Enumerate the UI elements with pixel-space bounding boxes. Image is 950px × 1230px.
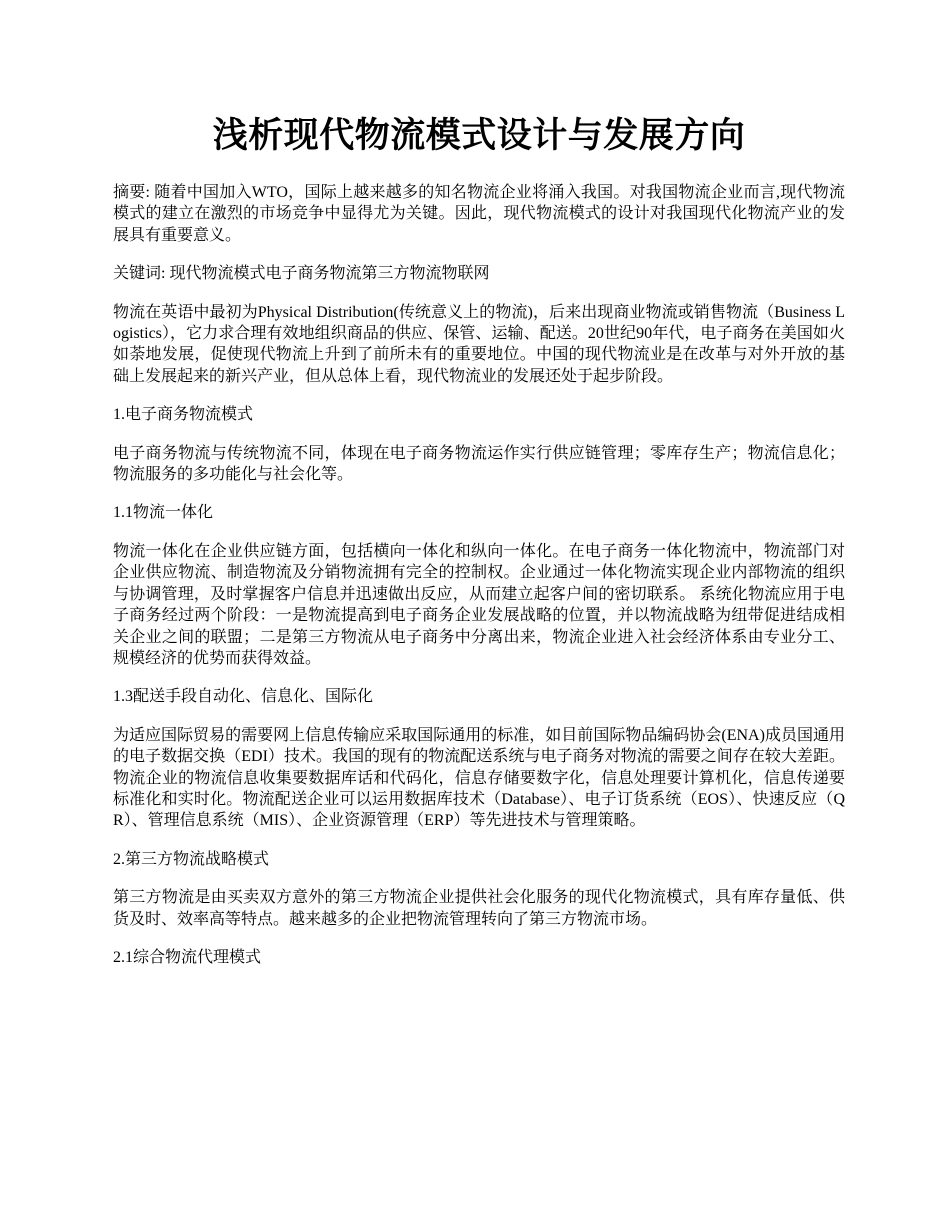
document-title: 浅析现代物流模式设计与发展方向 — [212, 116, 746, 155]
section-1-body: 电子商务物流与传统物流不同，体现在电子商务物流运作实行供应链管理；零库存生产；物流信息化；物流服务的多功能化与社会化等。 — [113, 444, 845, 484]
intro-paragraph: 物流在英语中最初为Physical Distribution(传统意义上的物流)，后来出现商业物流或销售物流（Business Logistics），它力求合理有效地组织商品的供应、保管、运输、配送。20世纪90年代，电子商务在美国如火如荼地发展，促使现代物流上升到了前所未有的重要地位。中国的现代物流业是在改革与对外开放的基础上发展起来的新兴产业，但从总体上看，现代物流业的发展还处于起步阶段。 — [113, 303, 845, 385]
keywords-paragraph: 关键词: 现代物流模式电子商务物流第三方物流物联网 — [113, 265, 490, 283]
document-page — [113, 0, 845, 968]
section-1-3-heading: 1.3配送手段自动化、信息化、国际化 — [113, 688, 374, 706]
section-1-1-body: 物流一体化在企业供应链方面，包括横向一体化和纵向一体化。在电子商务一体化物流中，物流部门对企业供应物流、制造物流及分销物流拥有完全的控制权。企业通过一体化物流实现企业内部物流的组织与协调管理，及时掌握客户信息并迅速做出反应，从而建立起客户间的密切联系。 系统化物流应用于电子商务经过两个阶段：一是物流提高到电子商务企业发展战略的位置，并以物流战略为纽带促进结成相关企业之间的联盟；二是第三方物流从电子商务中分离出来，物流企业进入社会经济体系由专业分工、规模经济的优势而获得效益。 — [113, 542, 845, 667]
section-2-heading: 2.第三方物流战略模式 — [113, 850, 270, 868]
section-2-body: 第三方物流是由买卖双方意外的第三方物流企业提供社会化服务的现代化物流模式，具有库存量低、供货及时、效率高等特点。越来越多的企业把物流管理转向了第三方物流市场。 — [113, 889, 845, 928]
section-1-1-heading: 1.1物流一体化 — [113, 504, 214, 522]
section-2-1-heading: 2.1综合物流代理模式 — [113, 948, 262, 966]
abstract-paragraph: 摘要: 随着中国加入WTO，国际上越来越多的知名物流企业将涌入我国。对我国物流企业而言,现代物流模式的建立在激烈的市场竞争中显得尤为关键。因此，现代物流模式的设计对我国现代化物流产业的发展具有重要意义。 — [113, 184, 845, 244]
section-1-heading: 1.电子商务物流模式 — [113, 406, 254, 424]
section-1-3-body: 为适应国际贸易的需要网上信息传输应采取国际通用的标准，如目前国际物品编码协会(ENA)成员国通用的电子数据交换（EDI）技术。我国的现有的物流配送系统与电子商务对物流的需要之间存在较大差距。物流企业的物流信息收集要数据库话和代码化，信息存储要数字化，信息处理要计算机化，信息传递要标准化和实时化。物流配送企业可以运用数据库技术（Database）、电子订货系统（EOS）、快速反应（QR）、管理信息系统（MIS）、企业资源管理（ERP）等先进技术与管理策略。 — [113, 726, 845, 830]
